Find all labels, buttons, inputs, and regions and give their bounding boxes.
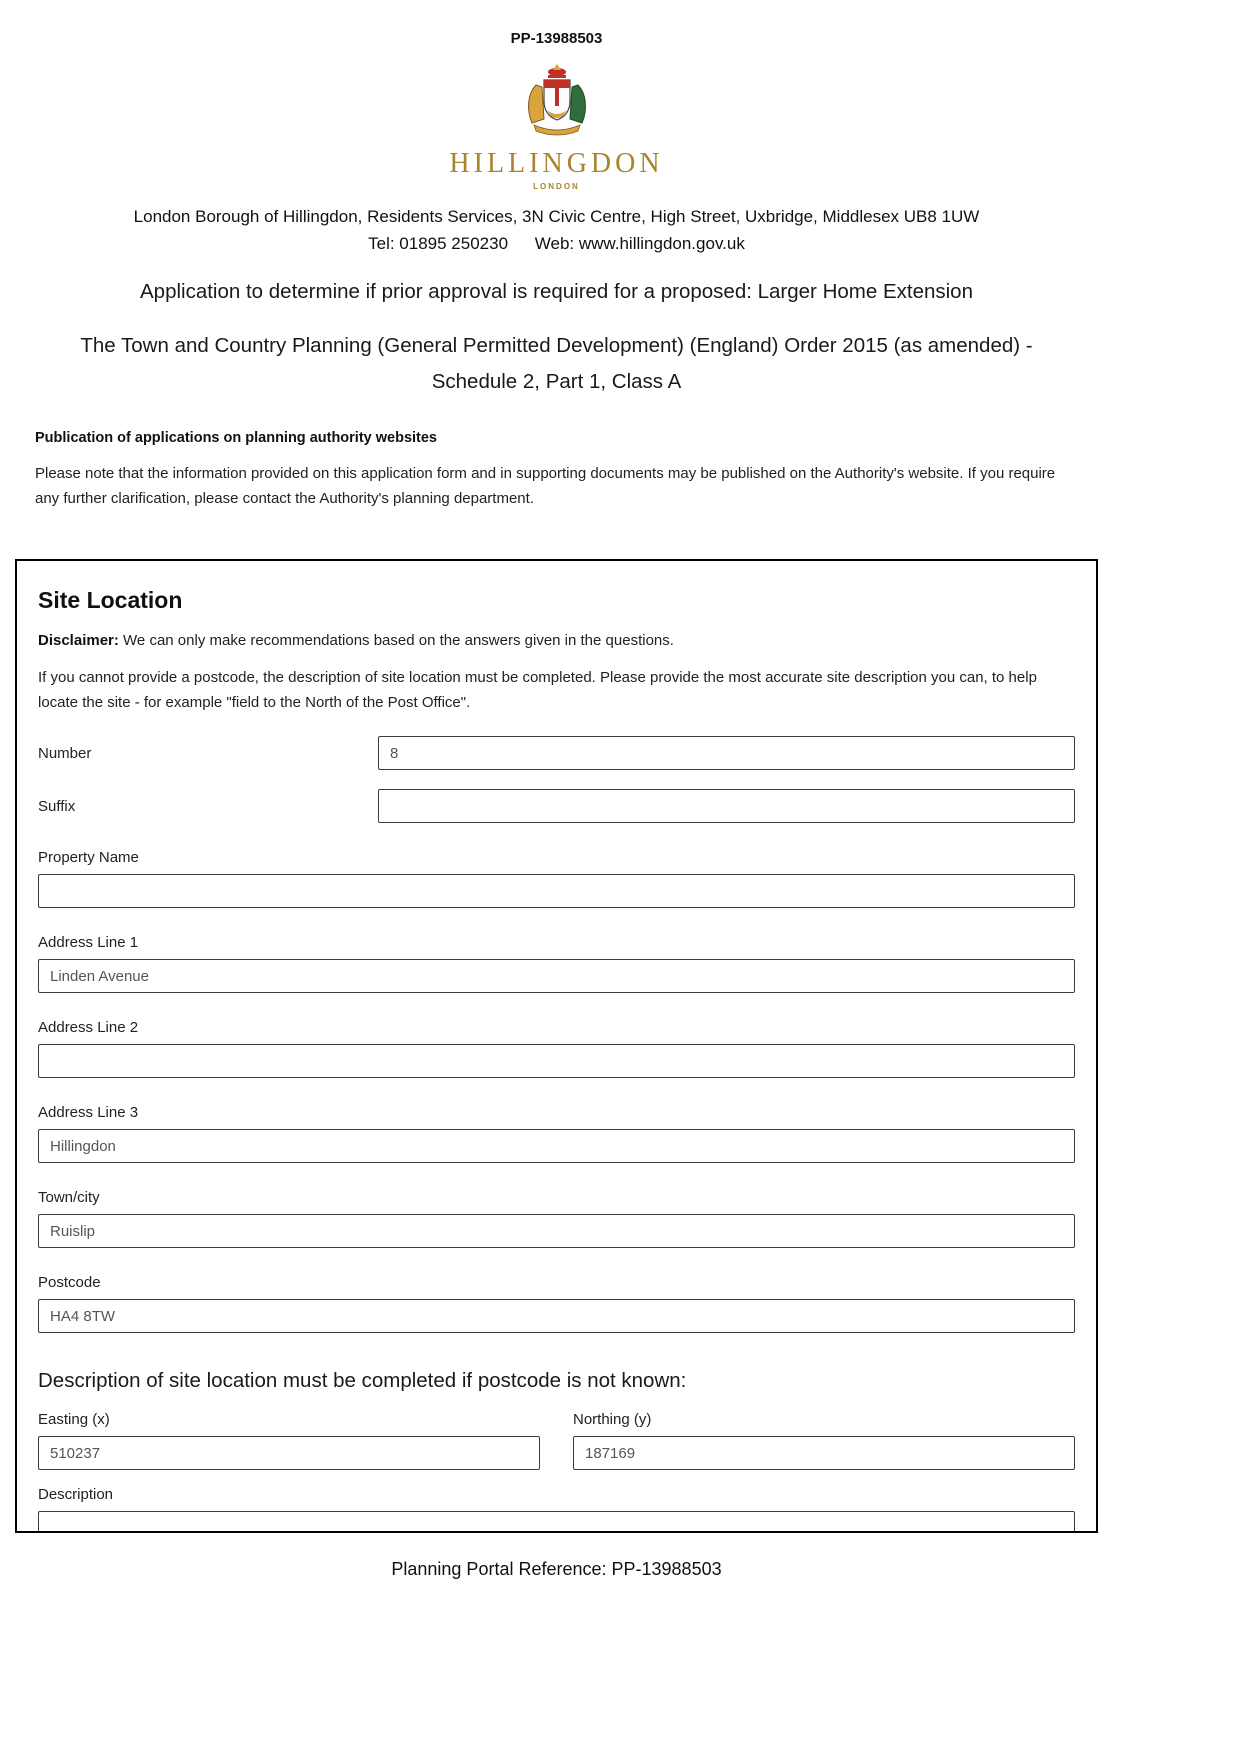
suffix-input[interactable] — [378, 789, 1075, 823]
site-location-section — [15, 559, 1098, 1533]
address-line-2-label: Address Line 2 — [38, 1019, 139, 1036]
easting-label: Easting (x) — [38, 1411, 110, 1428]
site-location-heading: Site Location — [38, 587, 183, 613]
disclaimer — [38, 632, 1075, 649]
postcode-input[interactable] — [38, 1299, 1075, 1333]
logo-wordmark: HILLINGDON — [449, 148, 664, 179]
number-input[interactable] — [378, 736, 1075, 770]
description-section-heading: Description of site location must be completed if postcode is not known: — [38, 1369, 687, 1392]
property-name-input[interactable] — [38, 874, 1075, 908]
description-label: Description — [38, 1486, 114, 1503]
town-city-label: Town/city — [38, 1189, 100, 1206]
address-line-2-field — [38, 1019, 1075, 1078]
authority-web: Web: www.hillingdon.gov.uk — [534, 234, 745, 253]
address-line-3-input[interactable] — [38, 1129, 1075, 1163]
northing-input[interactable] — [573, 1436, 1075, 1470]
portal-reference-footer: Planning Portal Reference: PP-13988503 — [391, 1559, 722, 1579]
town-city-field — [38, 1189, 1075, 1248]
property-name-field — [38, 849, 1075, 908]
easting-field — [38, 1411, 540, 1470]
hillingdon-crest-icon — [522, 61, 592, 146]
address-line-1-input[interactable] — [38, 959, 1075, 993]
application-title: Application to determine if prior approval is required for a proposed: Larger Home Extension — [140, 280, 973, 303]
description-field — [38, 1486, 1075, 1533]
property-name-label: Property Name — [38, 849, 139, 866]
portal-reference-header: PP-13988503 — [510, 30, 603, 47]
address-line-2-input[interactable] — [38, 1044, 1075, 1078]
number-label: Number — [38, 744, 92, 762]
description-input[interactable] — [38, 1511, 1075, 1533]
publication-body: Please note that the information provided on this application form and in supporting documents may be published on the Authority's website. If you require any further clarification, please contact the Authority's planning department. — [35, 465, 1056, 507]
publication-heading: Publication of applications on planning authority websites — [35, 430, 437, 446]
northing-field — [573, 1411, 1075, 1470]
easting-input[interactable] — [38, 1436, 540, 1470]
logo-subtitle: LONDON — [533, 182, 580, 191]
authority-address: London Borough of Hillingdon, Residents Services, 3N Civic Centre, High Street, Uxbridge, Middlesex UB8 1UW — [133, 207, 980, 226]
application-subtitle: The Town and Country Planning (General Permitted Development) (England) Order 2015 (as amended) - Schedule 2, Part 1, Class A — [80, 334, 1033, 393]
number-field-row — [38, 736, 1075, 770]
address-line-1-field — [38, 934, 1075, 993]
coordinates-row — [38, 1411, 1075, 1470]
suffix-label: Suffix — [38, 797, 76, 815]
postcode-label: Postcode — [38, 1274, 101, 1291]
town-city-input[interactable] — [38, 1214, 1075, 1248]
address-line-3-label: Address Line 3 — [38, 1104, 139, 1121]
address-line-1-label: Address Line 1 — [38, 934, 139, 951]
disclaimer-label: Disclaimer: — [38, 632, 119, 649]
disclaimer-text: We can only make recommendations based on the answers given in the questions. — [123, 632, 674, 649]
hillingdon-logo — [15, 61, 1098, 191]
address-line-3-field — [38, 1104, 1075, 1163]
suffix-field-row — [38, 789, 1075, 823]
authority-contact — [15, 234, 1098, 254]
postcode-field — [38, 1274, 1075, 1333]
northing-label: Northing (y) — [573, 1411, 652, 1428]
site-location-instructions: If you cannot provide a postcode, the description of site location must be completed. Please provide the most accurate site description you can, to help locate the site - for example "field to the North of the Post Office". — [38, 669, 1037, 711]
authority-tel: Tel: 01895 250230 — [368, 234, 509, 253]
